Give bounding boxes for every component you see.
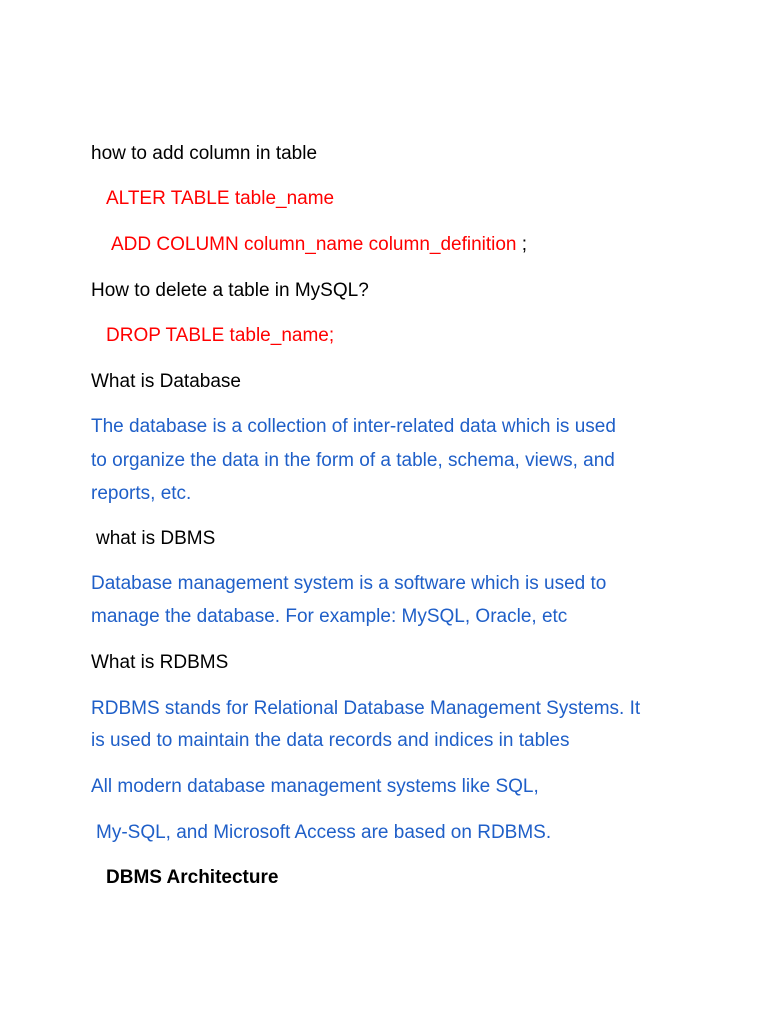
- answer-database-line-3: reports, etc.: [91, 483, 192, 504]
- sql-drop-table: DROP TABLE table_name;: [106, 325, 335, 346]
- answer-database-line-2: to organize the data in the form of a table, schema, views, and: [91, 450, 615, 471]
- heading-dbms-architecture: DBMS Architecture: [106, 867, 279, 888]
- modern-dbms-line-1: All modern database management systems like SQL,: [91, 776, 539, 797]
- answer-dbms-line-1: Database management system is a software which is used to: [91, 573, 607, 594]
- sql-add-column: ADD COLUMN column_name column_definition: [111, 234, 517, 255]
- modern-dbms-line-2: My-SQL, and Microsoft Access are based on RDBMS.: [96, 822, 552, 843]
- question-add-column: how to add column in table: [91, 143, 318, 164]
- question-rdbms: What is RDBMS: [91, 652, 229, 673]
- sql-alter-table: ALTER TABLE table_name: [106, 188, 335, 209]
- question-dbms: what is DBMS: [96, 528, 216, 549]
- answer-rdbms-line-2: is used to maintain the data records and indices in tables: [91, 730, 570, 751]
- answer-rdbms-line-1: RDBMS stands for Relational Database Management Systems. It: [91, 698, 641, 719]
- question-delete-table: How to delete a table in MySQL?: [91, 280, 369, 301]
- sql-add-column-line: [111, 233, 527, 257]
- answer-dbms-line-2: manage the database. For example: MySQL, Oracle, etc: [91, 606, 568, 627]
- answer-database-line-1: The database is a collection of inter-related data which is used: [91, 416, 616, 437]
- sql-semicolon: ;: [516, 234, 528, 255]
- question-database: What is Database: [91, 371, 241, 392]
